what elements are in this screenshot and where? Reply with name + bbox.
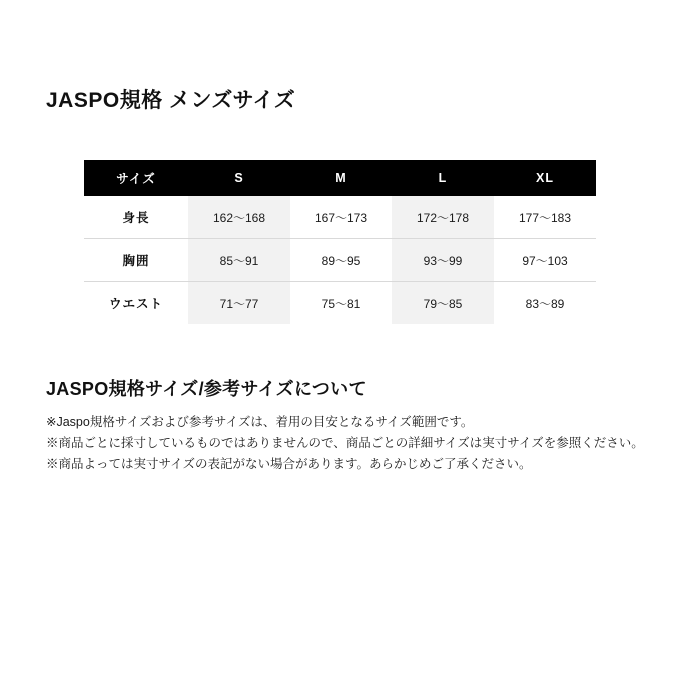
size-table-container	[84, 160, 596, 324]
note-line: ※商品ごとに採寸しているものではありませんので、商品ごとの詳細サイズは実寸サイズを参照ください。	[46, 436, 644, 450]
cell-height-s: 162〜168	[188, 196, 290, 239]
cell-chest-l: 93〜99	[392, 239, 494, 282]
size-table-body	[84, 196, 596, 324]
column-header-xl: XL	[536, 171, 554, 185]
size-table	[84, 160, 596, 324]
column-header-size-label: サイズ	[116, 172, 156, 186]
note-line: ※Jaspo規格サイズおよび参考サイズは、着用の目安となるサイズ範囲です。	[46, 415, 474, 429]
cell-height-m: 167〜173	[290, 196, 392, 239]
cell-height-xl: 177〜183	[494, 196, 596, 239]
page-title: JASPO規格 メンズサイズ	[46, 89, 296, 112]
table-row	[84, 282, 596, 325]
table-row	[84, 239, 596, 282]
cell-waist-l: 79〜85	[392, 282, 494, 325]
row-label-waist: ウエスト	[84, 282, 188, 325]
row-label-chest: 胸囲	[84, 239, 188, 282]
column-header-s: S	[234, 171, 244, 185]
notes-heading: JASPO規格サイズ/参考サイズについて	[46, 379, 367, 399]
row-label-height: 身長	[84, 196, 188, 239]
notes-list	[46, 412, 646, 475]
cell-height-l: 172〜178	[392, 196, 494, 239]
column-header-m: M	[335, 171, 347, 185]
cell-waist-m: 75〜81	[321, 296, 361, 311]
size-table-header	[84, 160, 596, 196]
table-row	[84, 196, 596, 239]
cell-waist-xl: 83〜89	[525, 296, 565, 311]
cell-chest-s: 85〜91	[188, 239, 290, 282]
cell-chest-m: 89〜95	[290, 239, 392, 282]
column-header-l: L	[438, 171, 448, 185]
cell-chest-xl: 97〜103	[494, 239, 596, 282]
table-header-row	[84, 160, 596, 196]
cell-waist-s: 71〜77	[188, 282, 290, 325]
note-line: ※商品よっては実寸サイズの表記がない場合があります。あらかじめご了承ください。	[46, 457, 532, 471]
